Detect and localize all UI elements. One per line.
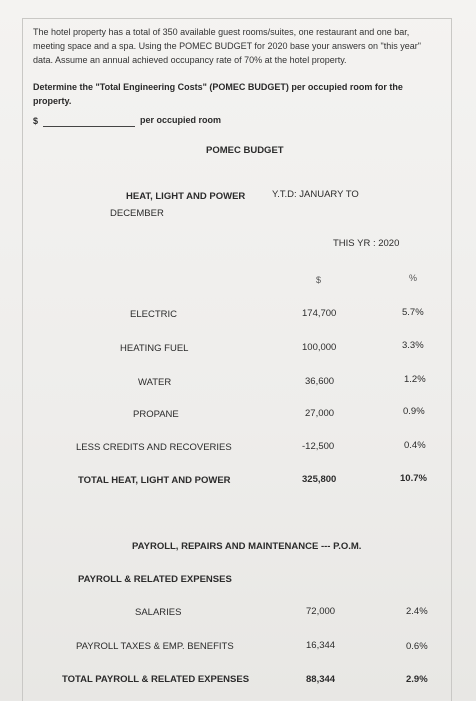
budget-title: POMEC BUDGET xyxy=(206,145,284,156)
row-label: LESS CREDITS AND RECOVERIES xyxy=(76,442,232,453)
document-frame xyxy=(22,18,452,701)
section-heat-title: HEAT, LIGHT AND POWER xyxy=(126,191,246,202)
row-label: PAYROLL TAXES & EMP. BENEFITS xyxy=(76,641,234,652)
period-start: Y.T.D: JANUARY TO xyxy=(272,189,359,200)
row-value: 16,344 xyxy=(306,640,336,651)
row-label: HEATING FUEL xyxy=(120,343,189,354)
row-percent: 0.9% xyxy=(403,406,425,417)
row-percent: 5.7% xyxy=(402,307,424,318)
column-dollar-header: $ xyxy=(316,275,322,285)
total-label: TOTAL PAYROLL & RELATED EXPENSES xyxy=(62,674,250,685)
row-percent: 3.3% xyxy=(402,340,424,351)
question-text: Determine the "Total Engineering Costs" (POMEC BUDGET) per occupied room for the property. xyxy=(33,82,403,106)
total-value: 88,344 xyxy=(306,674,336,685)
row-label: ELECTRIC xyxy=(130,309,177,320)
row-percent: 0.4% xyxy=(404,440,426,451)
row-value: 27,000 xyxy=(305,408,335,419)
row-label: WATER xyxy=(138,377,172,388)
row-value: -12,500 xyxy=(302,441,335,452)
row-value: 100,000 xyxy=(302,342,337,353)
section-payroll-title: PAYROLL, REPAIRS AND MAINTENANCE --- P.O.M. xyxy=(132,541,362,552)
row-label: SALARIES xyxy=(135,607,182,618)
column-percent-header: % xyxy=(409,273,418,283)
row-label: PROPANE xyxy=(133,409,179,420)
row-percent: 2.4% xyxy=(406,606,428,617)
row-percent: 0.6% xyxy=(406,641,428,652)
row-percent: 1.2% xyxy=(404,374,426,385)
this-year-header: THIS YR : 2020 xyxy=(333,238,400,249)
section-payroll-subtitle: PAYROLL & RELATED EXPENSES xyxy=(78,574,232,585)
answer-blank-line[interactable] xyxy=(43,126,135,127)
row-value: 36,600 xyxy=(305,376,335,387)
total-percent: 2.9% xyxy=(406,674,428,685)
period-end: DECEMBER xyxy=(110,208,164,219)
answer-currency: $ xyxy=(33,116,39,126)
row-value: 174,700 xyxy=(302,308,337,319)
total-value: 325,800 xyxy=(302,474,337,485)
total-percent: 10.7% xyxy=(400,473,427,484)
intro-paragraph: The hotel property has a total of 350 available guest rooms/suites, one restaurant and one bar, meeting space and a spa. Using the POMEC BUDGET for 2020 base your answers on "this year" data. Assume an annual achieved occupancy rate of 70% at the hotel property. xyxy=(33,27,421,65)
answer-suffix: per occupied room xyxy=(140,115,222,125)
row-value: 72,000 xyxy=(306,606,336,617)
total-label: TOTAL HEAT, LIGHT AND POWER xyxy=(78,475,231,486)
